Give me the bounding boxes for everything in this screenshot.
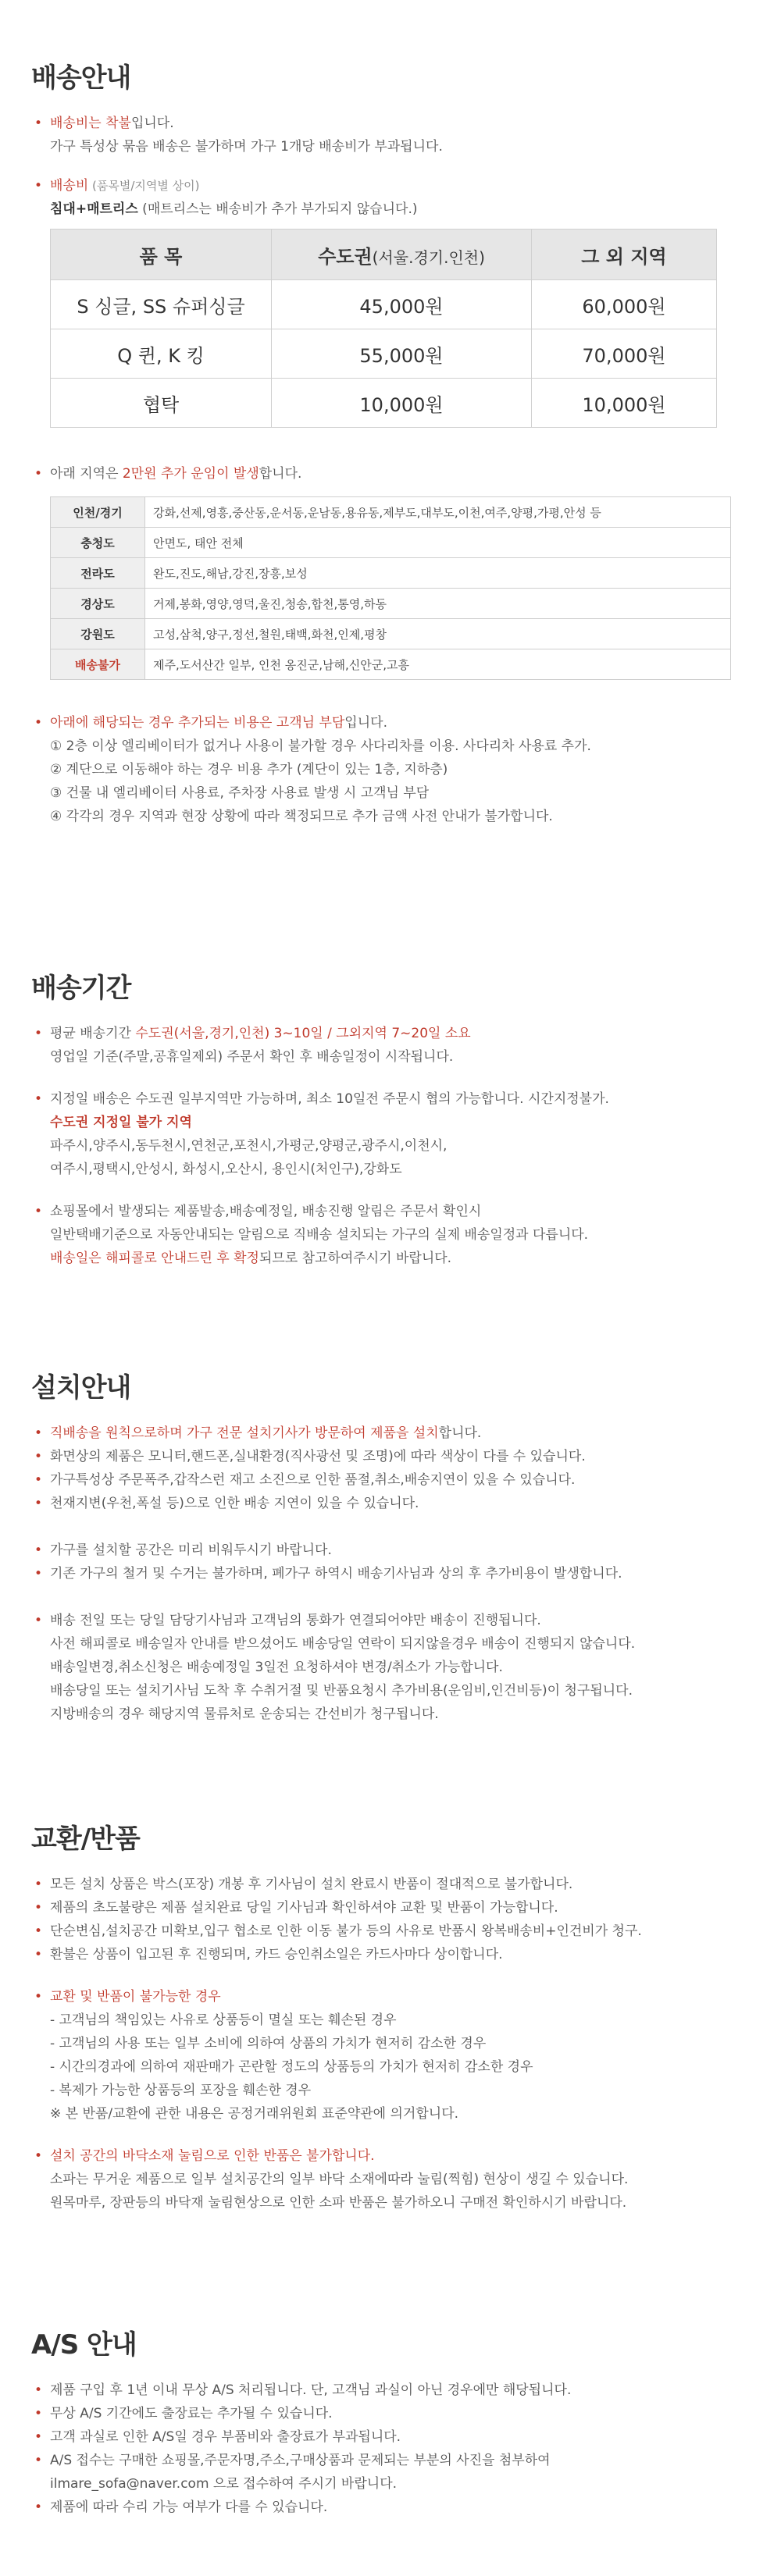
list-item: • 모든 설치 상품은 박스(포장) 개봉 후 기사님이 설치 완료시 반품이 절대적으로 불가합니다.: [31, 1873, 750, 1896]
happy-call-note: 배송일은 해피콜로 안내드린 후 확정되므로 참고하여주시기 바랍니다.: [50, 1251, 452, 1266]
customer-charge-note: • 아래에 해당되는 경우 추가되는 비용은 고객님 부담입니다.: [31, 711, 750, 735]
header-other-region: 그 외 지역: [532, 229, 717, 280]
table-row: 충청도 안면도, 태안 전체: [51, 528, 731, 558]
list-item: ② 계단으로 이동해야 하는 경우 비용 추가 (계단이 있는 1층, 지하층): [50, 762, 448, 777]
list-item: 배송당일 또는 설치기사님 도착 후 수취거절 및 반품요청시 추가비용(운임비,인건비등)이 청구됩니다.: [50, 1683, 633, 1699]
table-row: Q 퀸, K 킹 55,000원 70,000원: [51, 329, 717, 379]
table-row: 협탁 10,000원 10,000원: [51, 379, 717, 428]
shop-notification-detail: 일반택배기준으로 자동안내되는 알림으로 직배송 설치되는 가구의 실제 배송일정과 다릅니다.: [50, 1227, 589, 1243]
list-item: - 고객님의 사용 또는 일부 소비에 의하여 상품의 가치가 현저히 감소한 경우: [50, 2036, 487, 2051]
list-item: • 화면상의 제품은 모니터,핸드폰,실내환경(직사광선 및 조명)에 따라 색상이 다를 수 있습니다.: [31, 1445, 750, 1468]
shipping-cost-detail: 가구 특성상 묶음 배송은 불가하며 가구 1개당 배송비가 부과됩니다.: [50, 139, 443, 155]
unavailable-region-list: 파주시,양주시,동두천시,연천군,포천시,가평군,양평군,광주시,이천시,: [50, 1138, 448, 1154]
list-item: • 가구를 설치할 공간은 미리 비워두시기 바랍니다.: [31, 1539, 750, 1562]
region-table: [50, 496, 731, 680]
section-title-after-service: A/S 안내: [31, 2329, 137, 2361]
table-row: 전라도 완도,진도,해남,강진,장흥,보성: [51, 558, 731, 589]
unavailable-region-list: 여주시,평택시,안성시, 화성시,오산시, 용인시(처인구),강화도: [50, 1162, 402, 1177]
section-after-service: [31, 2323, 750, 2519]
list-item: • 기존 가구의 철거 및 수거는 불가하며, 폐가구 하역시 배송기사님과 상의 후 추가비용이 발생합니다.: [31, 1562, 750, 1585]
list-item: • 단순변심,설치공간 미확보,입구 협소로 인한 이동 불가 등의 사유로 반품시 왕복배송비+인건비가 청구.: [31, 1920, 750, 1943]
shipping-cost-note: • 배송비는 착불입니다.: [31, 112, 750, 135]
unavailable-region-label: 수도권 지정일 불가 지역: [50, 1115, 192, 1130]
extra-fee-region-note: • 아래 지역은 2만원 추가 운임이 발생합니다.: [31, 462, 750, 486]
section-title-installation: 설치안내: [31, 1372, 131, 1404]
list-item: • 직배송을 원칙으로하며 가구 전문 설치기사가 방문하여 제품을 설치합니다.: [31, 1421, 750, 1445]
list-item: ① 2층 이상 엘리베이터가 없거나 사용이 불가할 경우 사다리차를 이용. 사다리차 사용료 추가.: [50, 738, 591, 754]
section-exchange-return: [31, 1817, 750, 2215]
floor-dent-note: • 설치 공간의 바닥소재 눌림으로 인한 반품은 불가합니다.: [31, 2144, 750, 2168]
list-item: 사전 해피콜로 배송일자 안내를 받으셨어도 배송당일 연락이 되지않을경우 배송이 진행되지 않습니다.: [50, 1636, 636, 1652]
table-row: S 싱글, SS 슈퍼싱글 45,000원 60,000원: [51, 280, 717, 329]
list-item: • A/S 접수는 구매한 쇼핑몰,주문자명,주소,구매상품과 문제되는 부분의 사진을 첨부하여: [31, 2449, 750, 2472]
average-delivery-period: • 평균 배송기간 수도권(서울,경기,인천) 3~10일 / 그외지역 7~20일 소요: [31, 1022, 750, 1045]
list-item: • 배송 전일 또는 당일 담당기사님과 고객님의 통화가 연결되어야만 배송이 진행됩니다.: [31, 1609, 750, 1632]
list-item: • 무상 A/S 기간에도 출장료는 추가될 수 있습니다.: [31, 2402, 750, 2425]
list-item: 원목마루, 장판등의 바닥재 눌림현상으로 인한 소파 반품은 불가하오니 구매전 확인하시기 바랍니다.: [50, 2195, 627, 2211]
list-item: 배송일변경,취소신청은 배송예정일 3일전 요청하셔야 변경/취소가 가능합니다.: [50, 1660, 503, 1675]
list-item: - 고객님의 책임있는 사유로 상품등이 멸실 또는 훼손된 경우: [50, 2012, 397, 2028]
scheduled-delivery-note: • 지정일 배송은 수도권 일부지역만 가능하며, 최소 10일전 주문시 협의 가능합니다. 시간지정불가.: [31, 1087, 750, 1111]
list-item: • 고객 과실로 인한 A/S일 경우 부품비와 출장료가 부과됩니다.: [31, 2425, 750, 2449]
section-shipping: [31, 56, 750, 828]
header-capital: 수도권(서울.경기.인천): [272, 229, 532, 280]
list-item: • 천재지변(우천,폭설 등)으로 인한 배송 지연이 있을 수 있습니다.: [31, 1492, 750, 1515]
section-installation: [31, 1366, 750, 1726]
bed-mattress-note: 침대+매트리스 (매트리스는 배송비가 추가 부가되지 않습니다.): [50, 201, 418, 217]
list-item: • 제품의 초도불량은 제품 설치완료 당일 기사님과 확인하셔야 교환 및 반품이 가능합니다.: [31, 1896, 750, 1920]
exchange-group-2: [31, 1985, 750, 2126]
list-item: 소파는 무거운 제품으로 일부 설치공간의 일부 바닥 소재에따라 눌림(찍힘) 현상이 생길 수 있습니다.: [50, 2172, 629, 2187]
list-item: • 가구특성상 주문폭주,갑작스런 재고 소진으로 인한 품절,취소,배송지연이 있을 수 있습니다.: [31, 1468, 750, 1492]
list-item: • 제품 구입 후 1년 이내 무상 A/S 처리됩니다. 단, 고객님 과실이 아닌 경우에만 해당됩니다.: [31, 2379, 750, 2402]
after-service-list: [31, 2379, 750, 2519]
list-item: - 복제가 가능한 상품등의 포장을 훼손한 경우: [50, 2083, 312, 2098]
section-title-exchange-return: 교환/반품: [31, 1823, 140, 1855]
exchange-group-3: [31, 2144, 750, 2215]
installation-group-1: [31, 1421, 750, 1515]
price-table: [50, 229, 717, 428]
shipping-cost-by-item: • 배송비 (품목별/지역별 상이): [31, 174, 750, 197]
installation-group-2: [31, 1539, 750, 1585]
section-title-delivery-period: 배송기간: [31, 973, 131, 1004]
no-return-cases-label: • 교환 및 반품이 불가능한 경우: [31, 1985, 750, 2008]
list-item: • 제품에 따라 수리 가능 여부가 다를 수 있습니다.: [31, 2496, 750, 2519]
list-item: - 시간의경과에 의하여 재판매가 곤란할 정도의 상품등의 가치가 현저히 감소한 경우: [50, 2059, 533, 2075]
table-row: 강원도 고성,삼척,양구,정선,철원,태백,화천,인제,평창: [51, 619, 731, 649]
list-item: ③ 건물 내 엘리베이터 사용료, 주차장 사용료 발생 시 고객님 부담: [50, 785, 430, 801]
installation-group-3: [31, 1609, 750, 1726]
section-delivery-period: [31, 966, 750, 1270]
table-row: 경상도 거제,봉화,영양,영덕,울진,청송,합천,통영,하동: [51, 589, 731, 619]
exchange-group-1: [31, 1873, 750, 1966]
price-table-header: [51, 229, 717, 280]
business-day-note: 영업일 기준(주말,공휴일제외) 주문서 확인 후 배송일정이 시작됩니다.: [50, 1049, 454, 1065]
list-item: 지방배송의 경우 해당지역 물류처로 운송되는 간선비가 청구됩니다.: [50, 1706, 439, 1722]
email-contact: ilmare_sofa@naver.com 으로 접수하여 주시기 바랍니다.: [50, 2476, 398, 2492]
table-row: 인천/경기 강화,선제,영흥,중산동,운서동,운남동,용유동,제부도,대부도,이천,여주,양평,가평,안성 등: [51, 497, 731, 528]
list-item: ※ 본 반품/교환에 관한 내용은 공정거래위원회 표준약관에 의거합니다.: [50, 2106, 459, 2122]
list-item: ④ 각각의 경우 지역과 현장 상황에 따라 책정되므로 추가 금액 사전 안내가 불가합니다.: [50, 809, 553, 824]
section-title-shipping: 배송안내: [31, 62, 131, 94]
list-item: • 환불은 상품이 입고된 후 진행되며, 카드 승인취소일은 카드사마다 상이합니다.: [31, 1943, 750, 1966]
header-item: 품 목: [51, 229, 272, 280]
shop-notification-note: • 쇼핑몰에서 발생되는 제품발송,배송예정일, 배송진행 알림은 주문서 확인시: [31, 1200, 750, 1223]
table-row: 배송불가 제주,도서산간 일부, 인천 옹진군,남해,신안군,고흥: [51, 649, 731, 680]
